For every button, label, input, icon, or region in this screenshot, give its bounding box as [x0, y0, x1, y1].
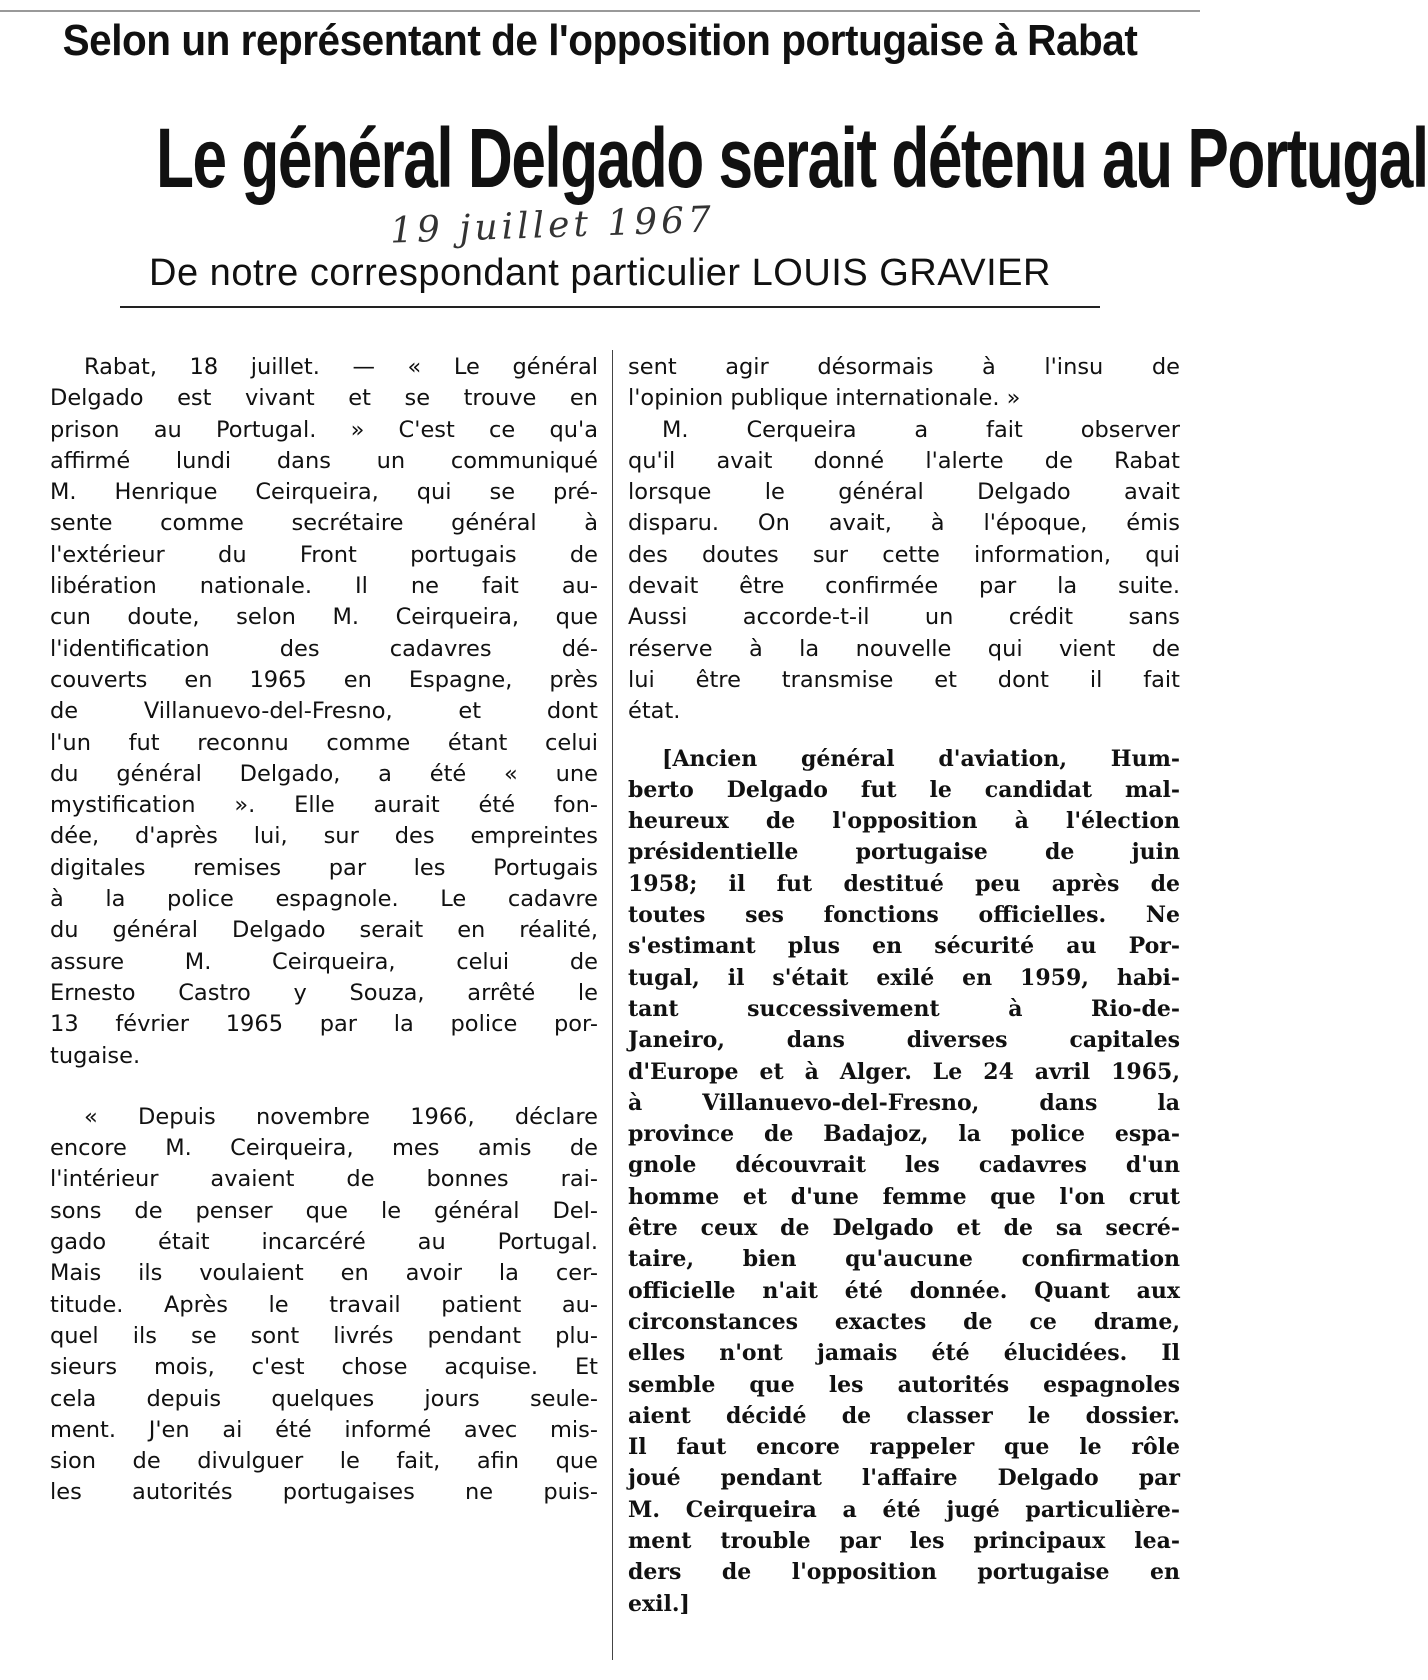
text-line: tugaise. [50, 1042, 141, 1069]
text-line: 13 février 1965 par la police por- [50, 1011, 598, 1038]
left-column [50, 352, 598, 1509]
note-line: à Villanuevo-del-Fresno, dans la [628, 1089, 1180, 1116]
text-line: libération nationale. Il ne fait au- [50, 573, 598, 600]
text-line: Delgado est vivant et se trouve en [50, 385, 598, 412]
text-line: devait être confirmée par la suite. [628, 573, 1180, 600]
text-line: disparu. On avait, à l'époque, émis [628, 510, 1180, 537]
note-line: exil.] [628, 1590, 690, 1617]
handwritten-date-annotation: 19 juillet 1967 [389, 199, 716, 252]
text-line: mystification ». Elle aurait été fon- [50, 792, 598, 819]
text-line: cun doute, selon M. Ceirqueira, que [50, 604, 598, 631]
note-line: s'estimant plus en sécurité au Por- [628, 933, 1180, 960]
text-line: sons de penser que le général Del- [50, 1197, 598, 1224]
note-line: Il faut encore rappeler que le rôle [628, 1434, 1180, 1461]
text-line: à la police espagnole. Le cadavre [50, 886, 598, 913]
paragraph-2 [50, 1102, 598, 1509]
note-line: aient décidé de classer le dossier. [628, 1402, 1180, 1429]
text-line: état. [628, 698, 681, 725]
text-line: l'un fut reconnu comme étant celui [50, 729, 598, 756]
text-line: couverts en 1965 en Espagne, près [50, 666, 598, 693]
note-line: province de Badajoz, la police espa- [628, 1121, 1180, 1148]
text-line: « Depuis novembre 1966, déclare [84, 1103, 598, 1130]
note-line: heureux de l'opposition à l'élection [628, 808, 1180, 835]
text-line: l'identification des cadavres dé- [50, 635, 598, 662]
text-line: titude. Après le travail patient au- [50, 1291, 598, 1318]
text-line: gado était incarcéré au Portugal. [50, 1229, 598, 1256]
text-line: Aussi accorde-t-il un crédit sans [628, 604, 1180, 631]
column-divider [612, 350, 613, 1660]
text-line: quel ils se sont livrés pendant plu- [50, 1322, 598, 1349]
editorial-note [628, 744, 1180, 1620]
note-line: gnole découvrait les cadavres d'un [628, 1152, 1180, 1179]
note-line: être ceux de Delgado et de sa secré- [628, 1215, 1180, 1242]
note-line: présidentielle portugaise de juin [628, 839, 1180, 866]
text-line: encore M. Ceirqueira, mes amis de [50, 1135, 598, 1162]
article-byline: De notre correspondant particulier LOUIS GRAVIER [149, 252, 1051, 294]
paragraph-gap [50, 1072, 598, 1102]
byline-underline [120, 306, 1100, 308]
paragraph-gap [628, 728, 1180, 744]
text-line: du général Delgado, a été « une [50, 760, 598, 787]
note-line: semble que les autorités espagnoles [628, 1371, 1180, 1398]
note-line: tugal, il s'était exilé en 1959, habi- [628, 964, 1180, 991]
text-line: les autorités portugaises ne puis- [50, 1479, 598, 1506]
text-line: dée, d'après lui, sur des empreintes [50, 823, 598, 850]
note-line: 1958; il fut destitué peu après de [628, 870, 1180, 897]
text-line: de Villanuevo-del-Fresno, et dont [50, 698, 598, 725]
text-line: prison au Portugal. » C'est ce qu'a [50, 416, 598, 443]
paragraph-1 [50, 352, 598, 1072]
text-line: digitales remises par les Portugais [50, 854, 598, 881]
text-line: sente comme secrétaire général à [50, 510, 598, 537]
note-line: Janeiro, dans diverses capitales [628, 1027, 1180, 1054]
note-line: taire, bien qu'aucune confirmation [628, 1246, 1180, 1273]
note-line: elles n'ont jamais été élucidées. Il [628, 1340, 1180, 1367]
text-line: Mais ils voulaient en avoir la cer- [50, 1260, 598, 1287]
text-line: Rabat, 18 juillet. — « Le général [84, 354, 598, 380]
note-line: [Ancien général d'aviation, Hum- [662, 745, 1180, 772]
note-line: ment trouble par les principaux lea- [628, 1527, 1180, 1554]
note-line: ders de l'opposition portugaise en [628, 1559, 1180, 1586]
text-line: sieurs mois, c'est chose acquise. Et [50, 1354, 598, 1381]
text-line: des doutes sur cette information, qui [628, 541, 1180, 568]
text-line: assure M. Ceirqueira, celui de [50, 948, 598, 975]
text-line: cela depuis quelques jours seule- [50, 1385, 598, 1412]
article-headline: Le général Delgado serait détenu au Portugal [156, 111, 1428, 205]
note-line: M. Ceirqueira a été jugé particulière- [628, 1496, 1180, 1523]
text-line: du général Delgado serait en réalité, [50, 917, 598, 944]
note-line: berto Delgado fut le candidat mal- [628, 776, 1180, 803]
text-line: l'intérieur avaient de bonnes rai- [50, 1166, 598, 1193]
note-line: officielle n'ait été donnée. Quant aux [628, 1277, 1180, 1304]
text-line: réserve à la nouvelle qui vient de [628, 635, 1180, 662]
text-line: M. Cerqueira a fait observer [662, 416, 1180, 443]
note-line: toutes ses fonctions officielles. Ne [628, 902, 1180, 929]
top-rule [0, 10, 1200, 12]
text-line: M. Henrique Ceirqueira, qui se pré- [50, 479, 598, 506]
text-line: l'opinion publique internationale. » [628, 385, 1021, 412]
paragraph-3 [628, 352, 1180, 728]
note-line: joué pendant l'affaire Delgado par [628, 1465, 1180, 1492]
note-line: d'Europe et à Alger. Le 24 avril 1965, [628, 1058, 1180, 1085]
text-line: qu'il avait donné l'alerte de Rabat [628, 447, 1180, 474]
article-kicker: Selon un représentant de l'opposition portugaise à Rabat [62, 16, 1138, 65]
right-column [628, 352, 1180, 1620]
text-line: ment. J'en ai été informé avec mis- [50, 1416, 598, 1443]
note-line: circonstances exactes de ce drame, [628, 1308, 1180, 1335]
text-line: affirmé lundi dans un communiqué [50, 447, 598, 474]
text-line: l'extérieur du Front portugais de [50, 541, 598, 568]
text-line: lui être transmise et dont il fait [628, 666, 1180, 693]
text-line: sent agir désormais à l'insu de [628, 354, 1180, 380]
text-line: lorsque le général Delgado avait [628, 479, 1180, 506]
text-line: sion de divulguer le fait, afin que [50, 1448, 598, 1475]
note-line: homme et d'une femme que l'on crut [628, 1183, 1180, 1210]
note-line: tant successivement à Rio-de- [628, 995, 1180, 1022]
text-line: Ernesto Castro y Souza, arrêté le [50, 979, 598, 1006]
